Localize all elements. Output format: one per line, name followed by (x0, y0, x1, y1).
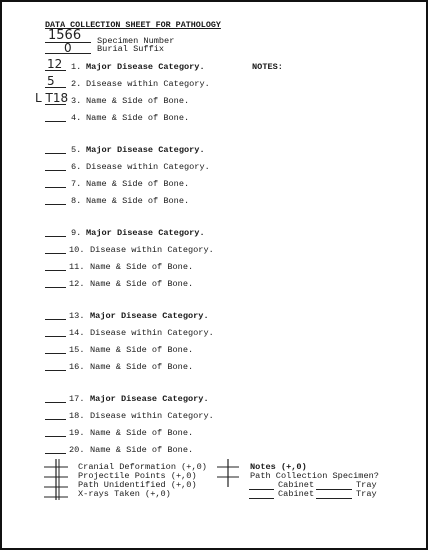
item-number: 15. (69, 345, 85, 355)
cabinet-line-1[interactable] (249, 489, 274, 490)
item-number: 8. (71, 196, 82, 206)
item-label: Disease within Category. (86, 79, 210, 89)
major-disease-category-label: Major Disease Category. (86, 228, 205, 238)
item-label: Name & Side of Bone. (86, 196, 190, 206)
cabinet-label-2: Cabinet (278, 489, 315, 499)
notes-label: NOTES: (252, 62, 283, 72)
item-number: 13. (69, 311, 85, 321)
item-number: 7. (71, 179, 82, 189)
item-label: Disease within Category. (86, 162, 210, 172)
tray-line-2[interactable] (316, 498, 352, 499)
tray-line-1[interactable] (316, 489, 352, 490)
item-label: Name & Side of Bone. (86, 179, 190, 189)
specimen-number-label: Specimen Number (97, 36, 175, 46)
tray-label-1: Tray (356, 480, 377, 490)
item-blank-line[interactable] (45, 253, 66, 254)
item-blank-line[interactable] (45, 436, 66, 437)
item-blank-line[interactable] (45, 270, 66, 271)
footer-right-blank-lines (215, 458, 241, 488)
item-label: Disease within Category. (90, 328, 214, 338)
item-number: 4. (71, 113, 82, 123)
item-number: 11. (69, 262, 85, 272)
tray-label-2: Tray (356, 489, 377, 499)
item-label: Name & Side of Bone. (86, 96, 190, 106)
item-blank-line[interactable] (45, 402, 66, 403)
item-number: 18. (69, 411, 85, 421)
item-number: 19. (69, 428, 85, 438)
item-blank-line[interactable] (45, 170, 66, 171)
item-number: 3. (71, 96, 82, 106)
item-label: Disease within Category. (90, 245, 214, 255)
item-number: 5. (71, 145, 82, 155)
item-number: 20. (69, 445, 85, 455)
item-blank-line[interactable] (45, 187, 66, 188)
item-label: Name & Side of Bone. (90, 362, 194, 372)
item-label: Name & Side of Bone. (90, 428, 194, 438)
cabinet-line-2[interactable] (249, 498, 274, 499)
burial-suffix-label: Burial Suffix (97, 44, 165, 54)
item-number: 6. (71, 162, 82, 172)
item-number: 17. (69, 394, 85, 404)
item-label: Name & Side of Bone. (90, 262, 194, 272)
page-title: DATA COLLECTION SHEET FOR PATHOLOGY (45, 20, 221, 30)
item-value[interactable]: 5 (47, 74, 55, 88)
notes-flag-label: Notes (+,0) (250, 462, 307, 472)
major-disease-category-label: Major Disease Category. (90, 311, 209, 321)
cranial-deformation-label: Cranial Deformation (+,0) (78, 462, 207, 472)
specimen-number-value[interactable]: 1566 (48, 28, 82, 43)
item-number: 9. (71, 228, 82, 238)
burial-suffix-value[interactable]: 0 (64, 41, 72, 55)
item-blank-line[interactable] (45, 121, 66, 122)
item-label: Name & Side of Bone. (90, 345, 194, 355)
major-disease-category-label: Major Disease Category. (86, 62, 205, 72)
item-label: Name & Side of Bone. (86, 113, 190, 123)
major-disease-category-label: Major Disease Category. (90, 394, 209, 404)
item-number: 12. (69, 279, 85, 289)
xrays-taken-label: X-rays Taken (+,0) (78, 489, 171, 499)
cabinet-label-1: Cabinet (278, 480, 315, 490)
item-value[interactable]: L T18 (35, 91, 69, 105)
item-number: 10. (69, 245, 85, 255)
item-number: 14. (69, 328, 85, 338)
item-blank-line[interactable] (45, 353, 66, 354)
item-blank-line[interactable] (45, 236, 66, 237)
item-blank-line[interactable] (45, 319, 66, 320)
path-collection-label: Path Collection Specimen? (250, 471, 379, 481)
projectile-points-label: Projectile Points (+,0) (78, 471, 197, 481)
major-disease-category-label: Major Disease Category. (86, 145, 205, 155)
path-unidentified-label: Path Unidentified (+,0) (78, 480, 197, 490)
item-label: Name & Side of Bone. (90, 279, 194, 289)
item-number: 2. (71, 79, 82, 89)
item-blank-line[interactable] (45, 204, 66, 205)
item-label: Disease within Category. (90, 411, 214, 421)
item-label: Name & Side of Bone. (90, 445, 194, 455)
footer-left-blank-lines (40, 458, 70, 500)
item-blank-line[interactable] (45, 153, 66, 154)
item-blank-line[interactable] (45, 419, 66, 420)
burial-suffix-line (45, 53, 91, 54)
item-blank-line[interactable] (45, 453, 66, 454)
item-blank-line[interactable] (45, 287, 66, 288)
item-number: 1. (71, 62, 82, 72)
item-value[interactable]: 12 (47, 57, 63, 71)
item-blank-line[interactable] (45, 370, 66, 371)
item-blank-line[interactable] (45, 336, 66, 337)
item-number: 16. (69, 362, 85, 372)
